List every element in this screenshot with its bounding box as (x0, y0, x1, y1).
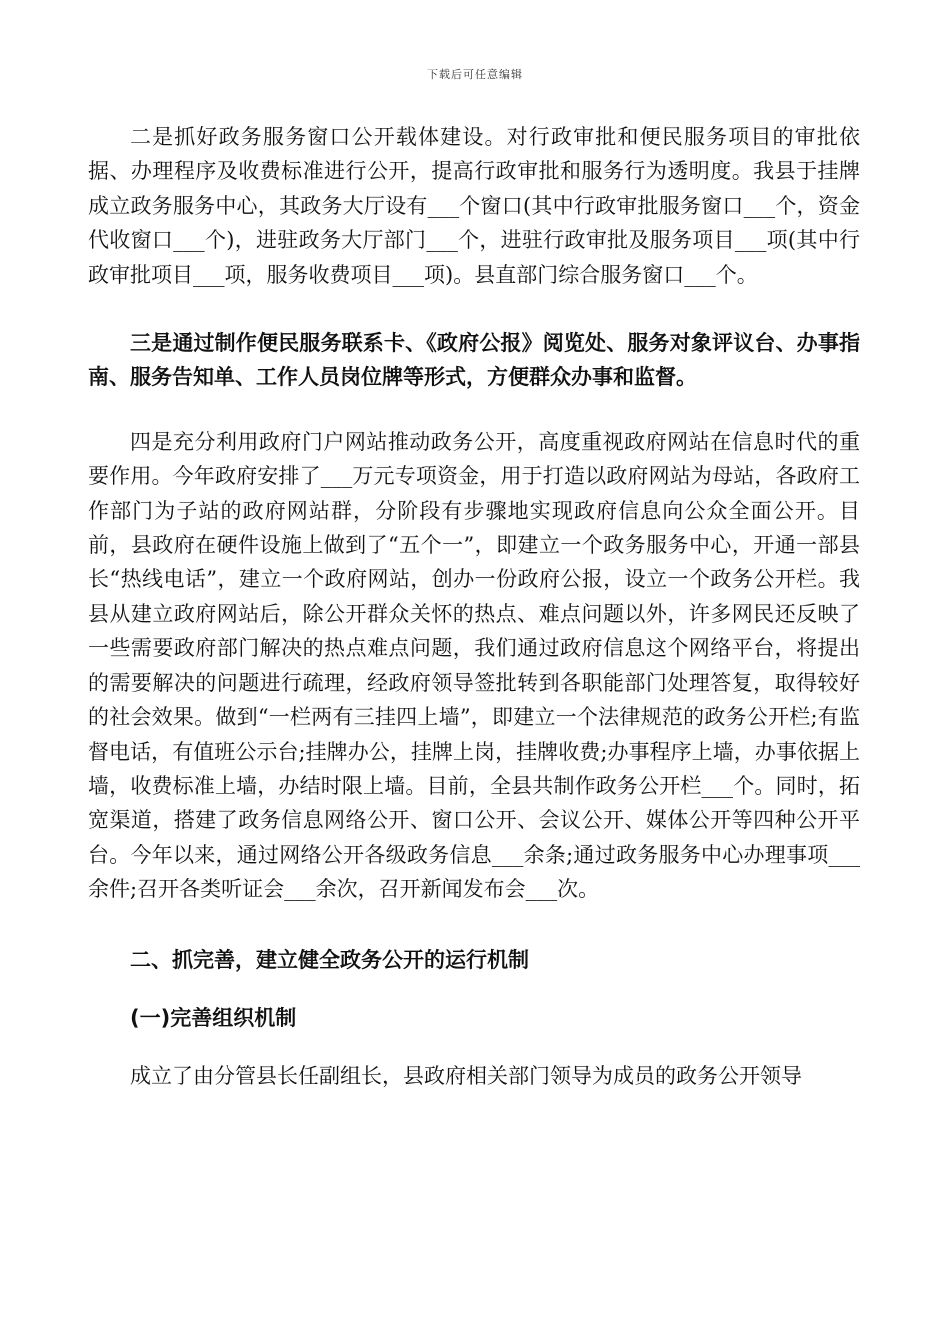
paragraph-contact-card: 三是通过制作便民服务联系卡、《政府公报》阅览处、服务对象评议台、办事指南、服务告知单、工作人员岗位牌等形式，方便群众办事和监督。 (88, 331, 860, 390)
document-body (88, 120, 860, 1094)
paragraph-government-website: 四是充分利用政府门户网站推动政务公开，高度重视政府网站在信息时代的重要作用。今年政府安排了___万元专项资金，用于打造以政府网站为母站，各政府工作部门为子站的政府网站群，分阶段有步骤地实现政府信息向公众全面公开。目前，县政府在硬件设施上做到了“五个一”，即建立一个政务服务中心，开通一部县长“热线电话”，建立一个政府网站，创办一份政府公报，设立一个政务公开栏。我县从建立政府网站后，除公开群众关怀的热点、难点问题以外，许多网民还反映了一些需要政府部门解决的热点难点问题，我们通过政府信息这个网络平台，将提出的需要解决的问题进行疏理，经政府领导签批转到各职能部门处理答复，取得较好的社会效果。做到“一栏两有三挂四上墙”，即建立一个法律规范的政务公开栏;有监督电话，有值班公示台;挂牌办公，挂牌上岗，挂牌收费;办事程序上墙，办事依据上墙，收费标准上墙，办结时限上墙。目前，全县共制作政务公开栏___个。同时，拓宽渠道，搭建了政务信息网络公开、窗口公开、会议公开、媒体公开等四种公开平台。今年以来，通过网络公开各级政务信息___余条;通过政务服务中心办理事项___余件;召开各类听证会___余次，召开新闻发布会___次。 (88, 429, 860, 902)
paragraph-leadership-group: 成立了由分管县长任副组长，县政府相关部门领导为成员的政务公开领导 (130, 1064, 802, 1089)
subsection-heading: (一)完善组织机制 (130, 1005, 297, 1030)
page-header-note: 下载后可任意编辑 (427, 68, 523, 81)
paragraph-service-window: 二是抓好政务服务窗口公开载体建设。对行政审批和便民服务项目的审批依据、办理程序及收费标准进行公开，提高行政审批和服务行为透明度。我县于挂牌成立政务服务中心，其政务大厅设有___个窗口(其中行政审批服务窗口___个，资金代收窗口___个)，进驻政务大厅部门___个，进驻行政审批及服务项目___项(其中行政审批项目___项，服务收费项目___项)。县直部门综合服务窗口___个。 (88, 125, 860, 287)
section-heading: 二、抓完善，建立健全政务公开的运行机制 (130, 947, 529, 972)
